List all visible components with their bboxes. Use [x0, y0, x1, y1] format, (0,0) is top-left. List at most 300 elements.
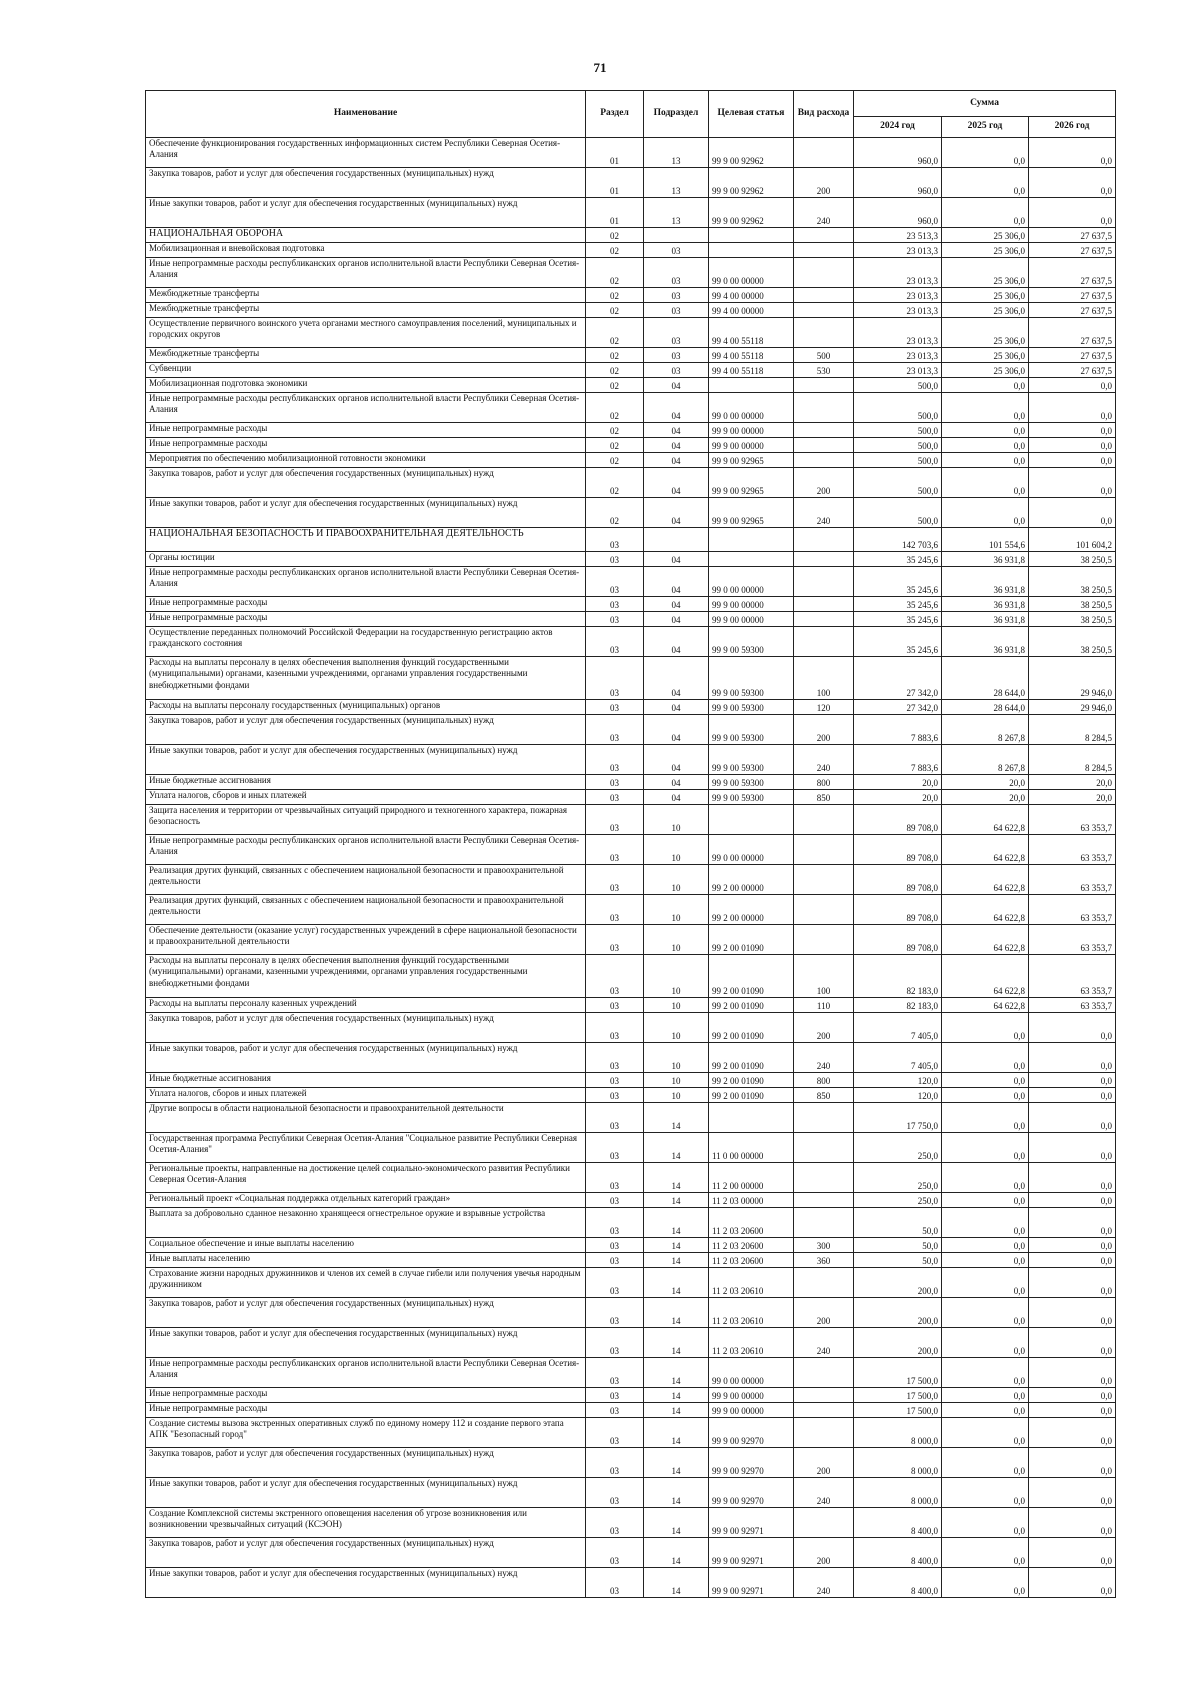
row-sum-2025: 8 267,8 [942, 745, 1029, 775]
row-sum-2024: 200,0 [854, 1268, 942, 1298]
row-name: Межбюджетные трансферты [146, 303, 586, 318]
row-sum-2026: 27 637,5 [1029, 243, 1116, 258]
row-sum-2024: 500,0 [854, 438, 942, 453]
row-sum-2025: 0,0 [942, 1403, 1029, 1418]
table-row [146, 715, 1116, 745]
row-expense-type [794, 453, 854, 468]
row-sum-2025: 0,0 [942, 438, 1029, 453]
table-row [146, 1448, 1116, 1478]
table-row [146, 303, 1116, 318]
row-sum-2024: 89 708,0 [854, 895, 942, 925]
row-target-article: 99 2 00 01090 [709, 998, 794, 1013]
row-target-article: 99 9 00 92971 [709, 1508, 794, 1538]
table-row [146, 657, 1116, 700]
table-row [146, 998, 1116, 1013]
row-expense-type: 300 [794, 1238, 854, 1253]
row-name: Расходы на выплаты персоналу в целях обеспечения выполнения функций государственными (муниципальными) органами, казенными учреждениями, органами управления государственными внебюджетными фондами [146, 955, 586, 998]
row-target-article: 99 9 00 00000 [709, 597, 794, 612]
row-podrazdel: 14 [644, 1268, 709, 1298]
row-sum-2025: 25 306,0 [942, 363, 1029, 378]
row-sum-2024: 35 245,6 [854, 612, 942, 627]
row-sum-2025: 0,0 [942, 1538, 1029, 1568]
row-sum-2025: 0,0 [942, 468, 1029, 498]
row-podrazdel: 14 [644, 1538, 709, 1568]
row-podrazdel: 10 [644, 955, 709, 998]
row-sum-2024: 89 708,0 [854, 925, 942, 955]
row-razdel: 03 [586, 567, 644, 597]
row-podrazdel: 14 [644, 1163, 709, 1193]
row-podrazdel: 10 [644, 865, 709, 895]
row-sum-2026: 0,0 [1029, 1538, 1116, 1568]
row-razdel: 03 [586, 528, 644, 552]
row-razdel: 03 [586, 1208, 644, 1238]
row-sum-2026: 8 284,5 [1029, 745, 1116, 775]
table-row [146, 1253, 1116, 1268]
table-row [146, 378, 1116, 393]
row-podrazdel: 10 [644, 925, 709, 955]
row-name: Реализация других функций, связанных с обеспечением национальной безопасности и правоохранительной деятельности [146, 895, 586, 925]
table-row [146, 1268, 1116, 1298]
row-sum-2026: 20,0 [1029, 790, 1116, 805]
row-sum-2026: 0,0 [1029, 1403, 1116, 1418]
row-sum-2025: 0,0 [942, 1478, 1029, 1508]
row-name: Региональные проекты, направленные на достижение целей социально-экономического развития Республики Северная Осетия-Алания [146, 1163, 586, 1193]
row-sum-2026: 27 637,5 [1029, 363, 1116, 378]
row-name: Иные непрограммные расходы [146, 612, 586, 627]
row-razdel: 03 [586, 1538, 644, 1568]
row-razdel: 02 [586, 348, 644, 363]
row-sum-2024: 7 405,0 [854, 1043, 942, 1073]
row-podrazdel: 04 [644, 657, 709, 700]
row-sum-2026: 29 946,0 [1029, 657, 1116, 700]
row-target-article: 11 2 03 20600 [709, 1253, 794, 1268]
table-row [146, 612, 1116, 627]
row-expense-type: 200 [794, 1013, 854, 1043]
row-sum-2024: 17 500,0 [854, 1388, 942, 1403]
row-sum-2024: 500,0 [854, 498, 942, 528]
row-sum-2025: 0,0 [942, 1388, 1029, 1403]
table-row [146, 745, 1116, 775]
row-podrazdel: 13 [644, 168, 709, 198]
row-expense-type [794, 1403, 854, 1418]
header-year-2024: 2024 год [854, 117, 942, 138]
row-name: Социальное обеспечение и иные выплаты населению [146, 1238, 586, 1253]
row-target-article: 99 0 00 00000 [709, 1358, 794, 1388]
row-razdel: 02 [586, 303, 644, 318]
row-target-article: 99 9 00 92970 [709, 1418, 794, 1448]
row-podrazdel: 10 [644, 998, 709, 1013]
row-sum-2026: 0,0 [1029, 438, 1116, 453]
table-row [146, 1358, 1116, 1388]
row-podrazdel: 04 [644, 715, 709, 745]
row-expense-type [794, 1103, 854, 1133]
row-razdel: 03 [586, 1088, 644, 1103]
row-expense-type: 240 [794, 498, 854, 528]
header-podrazdel: Подраздел [644, 91, 709, 138]
row-podrazdel: 03 [644, 363, 709, 378]
row-name: Создание системы вызова экстренных оперативных служб по единому номеру 112 и создание первого этапа АПК "Безопасный город" [146, 1418, 586, 1448]
table-row [146, 198, 1116, 228]
row-sum-2025: 36 931,8 [942, 552, 1029, 567]
table-row [146, 288, 1116, 303]
row-sum-2025: 36 931,8 [942, 597, 1029, 612]
row-podrazdel: 14 [644, 1238, 709, 1253]
row-name: Выплата за добровольно сданное незаконно хранящееся огнестрельное оружие и взрывные устройства [146, 1208, 586, 1238]
table-body [146, 138, 1116, 1598]
row-podrazdel: 04 [644, 627, 709, 657]
row-podrazdel: 04 [644, 453, 709, 468]
row-podrazdel: 14 [644, 1253, 709, 1268]
row-sum-2024: 142 703,6 [854, 528, 942, 552]
row-sum-2025: 25 306,0 [942, 348, 1029, 363]
row-podrazdel: 14 [644, 1208, 709, 1238]
row-target-article [709, 805, 794, 835]
row-expense-type: 120 [794, 700, 854, 715]
row-sum-2026: 0,0 [1029, 1508, 1116, 1538]
row-name: Обеспечение функционирования государственных информационных систем Республики Северная Осетия-Алания [146, 138, 586, 168]
row-razdel: 03 [586, 865, 644, 895]
row-target-article: 99 2 00 01090 [709, 925, 794, 955]
row-target-article: 99 9 00 92965 [709, 498, 794, 528]
row-expense-type [794, 1193, 854, 1208]
row-razdel: 02 [586, 393, 644, 423]
row-sum-2025: 25 306,0 [942, 288, 1029, 303]
row-sum-2026: 0,0 [1029, 1133, 1116, 1163]
row-sum-2025: 36 931,8 [942, 627, 1029, 657]
row-sum-2025: 0,0 [942, 1238, 1029, 1253]
row-sum-2024: 23 013,3 [854, 243, 942, 258]
row-target-article [709, 528, 794, 552]
row-sum-2024: 8 400,0 [854, 1568, 942, 1598]
row-sum-2026: 0,0 [1029, 378, 1116, 393]
row-name: Иные непрограммные расходы республиканских органов исполнительной власти Республики Северная Осетия-Алания [146, 393, 586, 423]
row-sum-2025: 64 622,8 [942, 998, 1029, 1013]
table-row [146, 1073, 1116, 1088]
row-razdel: 03 [586, 998, 644, 1013]
table-row [146, 168, 1116, 198]
row-razdel: 03 [586, 700, 644, 715]
row-razdel: 03 [586, 1253, 644, 1268]
row-sum-2025: 0,0 [942, 393, 1029, 423]
row-expense-type: 100 [794, 657, 854, 700]
row-name: Реализация других функций, связанных с обеспечением национальной безопасности и правоохранительной деятельности [146, 865, 586, 895]
row-razdel: 03 [586, 1238, 644, 1253]
row-name: НАЦИОНАЛЬНАЯ ОБОРОНА [146, 228, 586, 243]
row-sum-2026: 0,0 [1029, 1478, 1116, 1508]
row-target-article: 99 4 00 00000 [709, 303, 794, 318]
row-expense-type: 240 [794, 1478, 854, 1508]
row-razdel: 03 [586, 1328, 644, 1358]
row-sum-2024: 23 013,3 [854, 363, 942, 378]
table-row [146, 1013, 1116, 1043]
row-razdel: 03 [586, 1418, 644, 1448]
row-sum-2026: 27 637,5 [1029, 258, 1116, 288]
row-razdel: 02 [586, 498, 644, 528]
row-razdel: 03 [586, 627, 644, 657]
row-expense-type [794, 318, 854, 348]
row-sum-2025: 0,0 [942, 453, 1029, 468]
row-podrazdel: 13 [644, 138, 709, 168]
table-row [146, 805, 1116, 835]
row-name: Иные закупки товаров, работ и услуг для обеспечения государственных (муниципальных) нужд [146, 198, 586, 228]
row-name: Иные бюджетные ассигнования [146, 1073, 586, 1088]
table-row [146, 955, 1116, 998]
row-sum-2025: 25 306,0 [942, 243, 1029, 258]
row-sum-2024: 8 000,0 [854, 1478, 942, 1508]
row-target-article: 99 9 00 59300 [709, 700, 794, 715]
table-row [146, 865, 1116, 895]
row-target-article: 99 9 00 92962 [709, 138, 794, 168]
row-target-article: 11 2 00 00000 [709, 1163, 794, 1193]
row-name: Расходы на выплаты персоналу в целях обеспечения выполнения функций государственными (муниципальными) органами, казенными учреждениями, органами управления государственными внебюджетными фондами [146, 657, 586, 700]
row-razdel: 03 [586, 1193, 644, 1208]
row-target-article: 99 2 00 01090 [709, 1073, 794, 1088]
row-sum-2026: 63 353,7 [1029, 865, 1116, 895]
row-expense-type [794, 228, 854, 243]
row-razdel: 01 [586, 198, 644, 228]
row-sum-2024: 35 245,6 [854, 627, 942, 657]
row-sum-2026: 38 250,5 [1029, 567, 1116, 597]
row-razdel: 03 [586, 1358, 644, 1388]
row-sum-2024: 500,0 [854, 393, 942, 423]
table-row [146, 1478, 1116, 1508]
row-expense-type [794, 552, 854, 567]
row-target-article: 99 9 00 92962 [709, 168, 794, 198]
row-podrazdel: 13 [644, 198, 709, 228]
row-sum-2026: 0,0 [1029, 1388, 1116, 1403]
row-sum-2025: 0,0 [942, 1328, 1029, 1358]
row-sum-2025: 0,0 [942, 1043, 1029, 1073]
row-sum-2025: 64 622,8 [942, 835, 1029, 865]
row-podrazdel: 14 [644, 1568, 709, 1598]
row-expense-type: 800 [794, 1073, 854, 1088]
row-target-article: 99 4 00 55118 [709, 318, 794, 348]
row-sum-2026: 27 637,5 [1029, 303, 1116, 318]
row-expense-type [794, 1508, 854, 1538]
row-expense-type: 240 [794, 745, 854, 775]
table-row [146, 498, 1116, 528]
row-name: Уплата налогов, сборов и иных платежей [146, 1088, 586, 1103]
row-name: Закупка товаров, работ и услуг для обеспечения государственных (муниципальных) нужд [146, 715, 586, 745]
row-sum-2025: 64 622,8 [942, 895, 1029, 925]
row-target-article: 11 2 03 20600 [709, 1238, 794, 1253]
row-sum-2025: 0,0 [942, 1133, 1029, 1163]
row-target-article [709, 243, 794, 258]
row-podrazdel: 04 [644, 393, 709, 423]
row-podrazdel: 14 [644, 1508, 709, 1538]
row-podrazdel: 14 [644, 1298, 709, 1328]
row-sum-2024: 50,0 [854, 1253, 942, 1268]
row-name: Иные непрограммные расходы [146, 1388, 586, 1403]
row-podrazdel: 04 [644, 498, 709, 528]
row-podrazdel: 14 [644, 1448, 709, 1478]
table-row [146, 925, 1116, 955]
row-name: Иные непрограммные расходы республиканских органов исполнительной власти Республики Северная Осетия-Алания [146, 835, 586, 865]
row-sum-2026: 0,0 [1029, 1103, 1116, 1133]
row-razdel: 03 [586, 1568, 644, 1598]
row-razdel: 02 [586, 258, 644, 288]
row-podrazdel [644, 528, 709, 552]
row-sum-2026: 0,0 [1029, 453, 1116, 468]
row-sum-2024: 89 708,0 [854, 865, 942, 895]
row-razdel: 02 [586, 453, 644, 468]
row-name: Осуществление первичного воинского учета органами местного самоуправления поселений, муниципальных и городских округов [146, 318, 586, 348]
row-expense-type [794, 243, 854, 258]
row-sum-2025: 0,0 [942, 1103, 1029, 1133]
row-razdel: 03 [586, 1043, 644, 1073]
row-target-article [709, 228, 794, 243]
row-target-article: 99 2 00 01090 [709, 955, 794, 998]
table-row [146, 138, 1116, 168]
row-expense-type [794, 1268, 854, 1298]
row-name: Субвенции [146, 363, 586, 378]
row-sum-2026: 20,0 [1029, 775, 1116, 790]
row-target-article: 99 2 00 01090 [709, 1013, 794, 1043]
row-sum-2026: 27 637,5 [1029, 318, 1116, 348]
row-sum-2025: 0,0 [942, 1073, 1029, 1088]
row-expense-type [794, 627, 854, 657]
row-podrazdel: 03 [644, 348, 709, 363]
row-podrazdel: 10 [644, 805, 709, 835]
row-razdel: 03 [586, 1133, 644, 1163]
row-expense-type [794, 597, 854, 612]
row-name: Другие вопросы в области национальной безопасности и правоохранительной деятельности [146, 1103, 586, 1133]
row-razdel: 03 [586, 895, 644, 925]
row-sum-2024: 17 500,0 [854, 1358, 942, 1388]
row-sum-2026: 0,0 [1029, 1208, 1116, 1238]
row-name: Иные непрограммные расходы республиканских органов исполнительной власти Республики Северная Осетия-Алания [146, 1358, 586, 1388]
row-sum-2025: 64 622,8 [942, 865, 1029, 895]
row-sum-2026: 63 353,7 [1029, 998, 1116, 1013]
row-sum-2024: 960,0 [854, 138, 942, 168]
header-razdel: Раздел [586, 91, 644, 138]
row-expense-type: 850 [794, 790, 854, 805]
row-razdel: 02 [586, 468, 644, 498]
row-name: Защита населения и территории от чрезвычайных ситуаций природного и техногенного характера, пожарная безопасность [146, 805, 586, 835]
row-podrazdel: 14 [644, 1328, 709, 1358]
row-podrazdel: 03 [644, 258, 709, 288]
row-sum-2025: 0,0 [942, 1268, 1029, 1298]
row-sum-2026: 63 353,7 [1029, 955, 1116, 998]
table-row [146, 393, 1116, 423]
row-sum-2026: 63 353,7 [1029, 895, 1116, 925]
row-podrazdel: 14 [644, 1418, 709, 1448]
row-razdel: 03 [586, 1013, 644, 1043]
row-name: НАЦИОНАЛЬНАЯ БЕЗОПАСНОСТЬ И ПРАВООХРАНИТЕЛЬНАЯ ДЕЯТЕЛЬНОСТЬ [146, 528, 586, 552]
row-target-article: 11 2 03 20610 [709, 1298, 794, 1328]
row-podrazdel: 04 [644, 423, 709, 438]
row-sum-2024: 20,0 [854, 775, 942, 790]
row-target-article: 99 0 00 00000 [709, 835, 794, 865]
row-sum-2024: 23 013,3 [854, 303, 942, 318]
row-name: Иные закупки товаров, работ и услуг для обеспечения государственных (муниципальных) нужд [146, 498, 586, 528]
row-name: Государственная программа Республики Северная Осетия-Алания "Социальное развитие Республики Северная Осетия-Алания" [146, 1133, 586, 1163]
budget-table [145, 90, 1116, 1598]
row-sum-2024: 23 013,3 [854, 348, 942, 363]
row-sum-2025: 101 554,6 [942, 528, 1029, 552]
row-name: Обеспечение деятельности (оказание услуг) государственных учреждений в сфере национальной безопасности и правоохранительной деятельности [146, 925, 586, 955]
table-row [146, 1208, 1116, 1238]
row-sum-2025: 0,0 [942, 1508, 1029, 1538]
row-sum-2026: 38 250,5 [1029, 552, 1116, 567]
row-sum-2025: 0,0 [942, 498, 1029, 528]
row-sum-2024: 27 342,0 [854, 657, 942, 700]
row-sum-2026: 0,0 [1029, 1568, 1116, 1598]
header-year-2025: 2025 год [942, 117, 1029, 138]
row-target-article: 99 9 00 00000 [709, 612, 794, 627]
row-sum-2024: 17 500,0 [854, 1403, 942, 1418]
row-target-article: 99 9 00 59300 [709, 657, 794, 700]
row-sum-2026: 0,0 [1029, 468, 1116, 498]
row-razdel: 02 [586, 363, 644, 378]
row-sum-2025: 20,0 [942, 775, 1029, 790]
row-sum-2024: 35 245,6 [854, 567, 942, 597]
row-name: Иные непрограммные расходы республиканских органов исполнительной власти Республики Северная Осетия-Алания [146, 258, 586, 288]
row-sum-2024: 23 513,3 [854, 228, 942, 243]
row-razdel: 02 [586, 288, 644, 303]
table-row [146, 1328, 1116, 1358]
row-razdel: 03 [586, 775, 644, 790]
row-sum-2025: 28 644,0 [942, 657, 1029, 700]
row-sum-2025: 0,0 [942, 138, 1029, 168]
row-name: Закупка товаров, работ и услуг для обеспечения государственных (муниципальных) нужд [146, 468, 586, 498]
row-razdel: 01 [586, 168, 644, 198]
row-razdel: 03 [586, 715, 644, 745]
row-sum-2026: 0,0 [1029, 1298, 1116, 1328]
row-name: Межбюджетные трансферты [146, 348, 586, 363]
row-expense-type [794, 1163, 854, 1193]
row-expense-type [794, 423, 854, 438]
row-sum-2026: 0,0 [1029, 138, 1116, 168]
row-sum-2025: 0,0 [942, 1448, 1029, 1478]
row-sum-2026: 0,0 [1029, 498, 1116, 528]
row-podrazdel: 04 [644, 597, 709, 612]
row-name: Иные выплаты населению [146, 1253, 586, 1268]
row-podrazdel: 10 [644, 1043, 709, 1073]
row-name: Иные закупки товаров, работ и услуг для обеспечения государственных (муниципальных) нужд [146, 745, 586, 775]
row-sum-2025: 0,0 [942, 378, 1029, 393]
row-sum-2025: 0,0 [942, 1253, 1029, 1268]
row-sum-2026: 8 284,5 [1029, 715, 1116, 745]
row-sum-2026: 0,0 [1029, 1418, 1116, 1448]
table-row [146, 258, 1116, 288]
table-row [146, 1163, 1116, 1193]
row-razdel: 03 [586, 955, 644, 998]
row-expense-type: 200 [794, 1298, 854, 1328]
table-row [146, 835, 1116, 865]
row-target-article: 99 4 00 00000 [709, 288, 794, 303]
row-podrazdel: 04 [644, 438, 709, 453]
row-sum-2026: 63 353,7 [1029, 925, 1116, 955]
row-podrazdel: 03 [644, 318, 709, 348]
row-sum-2024: 960,0 [854, 168, 942, 198]
row-expense-type [794, 1133, 854, 1163]
row-target-article: 99 9 00 92965 [709, 453, 794, 468]
row-target-article: 11 2 03 20610 [709, 1268, 794, 1298]
table-row [146, 1403, 1116, 1418]
row-sum-2024: 7 883,6 [854, 715, 942, 745]
row-target-article [709, 552, 794, 567]
row-name: Закупка товаров, работ и услуг для обеспечения государственных (муниципальных) нужд [146, 1448, 586, 1478]
row-target-article: 99 9 00 00000 [709, 438, 794, 453]
row-target-article: 99 4 00 55118 [709, 363, 794, 378]
row-sum-2024: 35 245,6 [854, 597, 942, 612]
row-expense-type [794, 138, 854, 168]
row-podrazdel: 14 [644, 1388, 709, 1403]
row-name: Иные бюджетные ассигнования [146, 775, 586, 790]
row-sum-2025: 64 622,8 [942, 805, 1029, 835]
row-razdel: 03 [586, 790, 644, 805]
